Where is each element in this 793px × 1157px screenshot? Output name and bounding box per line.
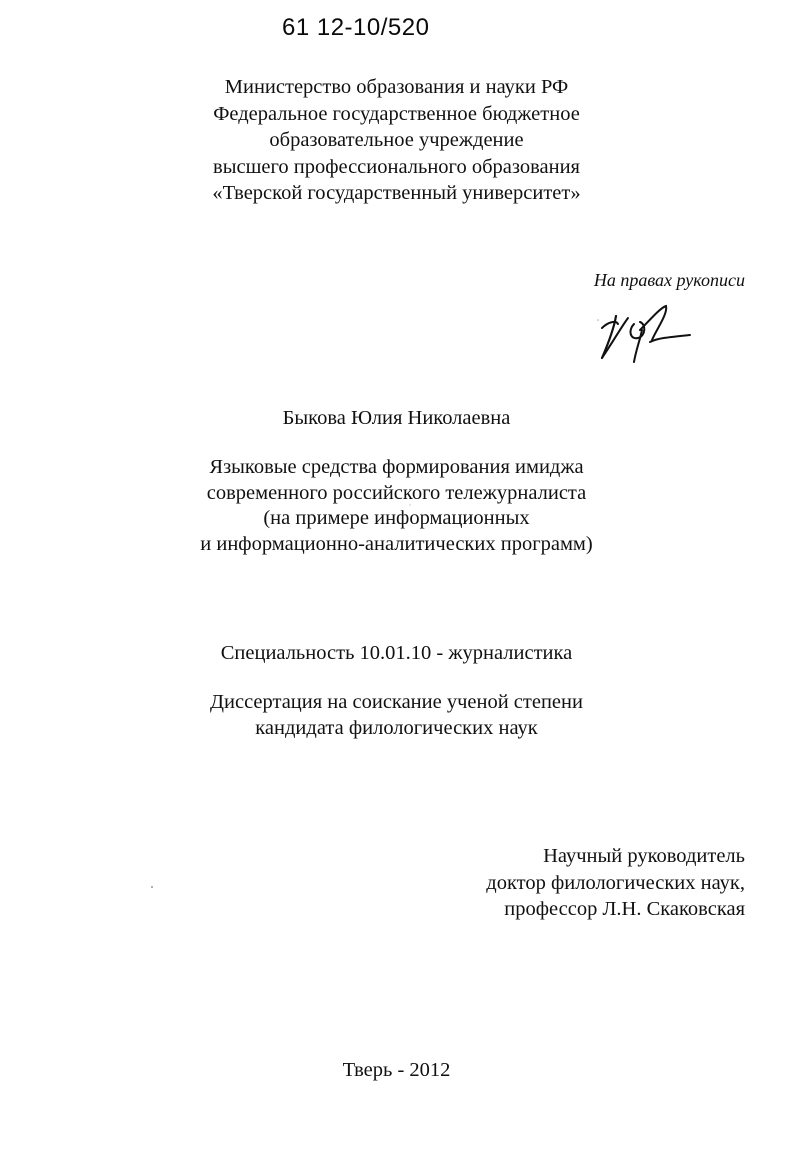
specialty	[0, 641, 793, 666]
specialty-text: Специальность 10.01.10 - журналистика	[220, 642, 573, 664]
city-year	[0, 1058, 793, 1083]
supervisor-name: профессор Л.Н. Скаковская	[504, 898, 745, 920]
header-line-federal: Федеральное государственное бюджетное	[213, 102, 580, 125]
supervisor-role: Научный руководитель	[543, 845, 745, 867]
title-line-3: (на примере информационных	[263, 507, 530, 529]
header-line-institution: образовательное учреждение	[269, 129, 524, 151]
header-line-university: «Тверской государственный университет»	[212, 182, 581, 204]
scientific-supervisor	[486, 843, 745, 923]
degree-line-1: Диссертация на соискание ученой степени	[210, 691, 583, 713]
institution-header	[0, 74, 793, 207]
title-line-2: современного российского тележурналиста	[206, 481, 587, 504]
handwritten-signature	[594, 300, 694, 364]
author-name-text: Быкова Юлия Николаевна	[282, 407, 511, 429]
archive-number: 61 12-10/520	[282, 14, 430, 41]
city-year-text: Тверь - 2012	[342, 1059, 451, 1081]
title-line-1: Языковые средства формирования имиджа	[209, 456, 584, 478]
supervisor-degree: доктор филологических наук,	[486, 871, 745, 894]
header-line-education: высшего профессионального образования	[213, 155, 580, 178]
author-name	[0, 406, 793, 431]
title-line-4: и информационно-аналитических программ)	[200, 532, 593, 555]
dissertation-title	[0, 455, 793, 557]
degree-line-2: кандидата филологических наук	[255, 716, 538, 739]
header-line-ministry: Министерство образования и науки РФ	[224, 76, 569, 98]
manuscript-note: На правах рукописи	[593, 270, 745, 290]
degree-statement	[0, 690, 793, 741]
